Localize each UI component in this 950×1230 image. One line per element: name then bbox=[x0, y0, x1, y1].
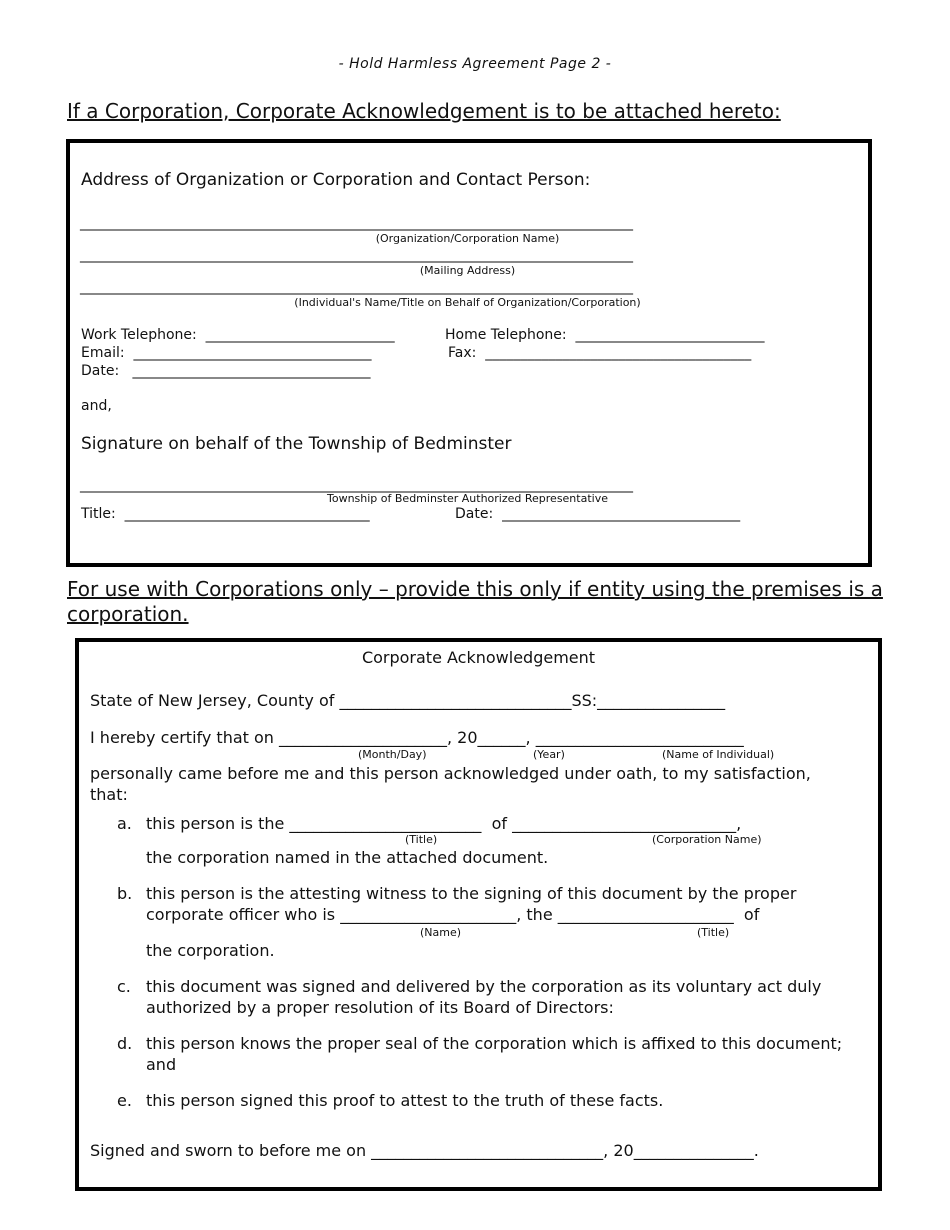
mailing-address-field[interactable]: _______________________________________________________________________________ bbox=[80, 247, 633, 263]
corporations-only-heading: For use with Corporations only – provide this only if entity using the premises is a corporation. bbox=[67, 577, 883, 626]
officer-name-title-line[interactable]: corporate officer who is ______________________, the ______________________ of bbox=[146, 905, 760, 924]
name-of-individual-caption: (Name of Individual) bbox=[662, 748, 775, 761]
personally-line-end: that: bbox=[90, 785, 128, 804]
list-item-letter: a. bbox=[117, 814, 132, 833]
email-field[interactable]: Email: __________________________________ bbox=[81, 345, 372, 361]
list-item-text: this person knows the proper seal of the corporation which is affixed to this document; bbox=[146, 1034, 843, 1053]
corporation-name-caption: (Corporation Name) bbox=[652, 833, 762, 846]
year-caption: (Year) bbox=[533, 748, 565, 761]
individual-name-caption: (Individual's Name/Title on Behalf of Organization/Corporation) bbox=[294, 296, 641, 309]
township-representative-caption: Township of Bedminster Authorized Representative bbox=[327, 492, 608, 505]
list-item-letter: b. bbox=[117, 884, 133, 903]
name-caption: (Name) bbox=[420, 926, 462, 939]
certify-line[interactable]: I hereby certify that on _____________________, 20______, __________________________ bbox=[90, 728, 744, 747]
page-header: - Hold Harmless Agreement Page 2 - bbox=[338, 56, 612, 72]
month-day-caption: (Month/Day) bbox=[358, 748, 427, 761]
mailing-address-caption: (Mailing Address) bbox=[419, 264, 516, 277]
list-item-text: authorized by a proper resolution of its Board of Directors: bbox=[146, 998, 614, 1017]
list-item-text: this person is the attesting witness to the signing of this document by the proper bbox=[146, 884, 797, 903]
title-corporation-line[interactable]: this person is the ________________________ of ____________________________, bbox=[146, 814, 742, 833]
list-item-text: the corporation. bbox=[146, 941, 275, 960]
title-caption: (Title) bbox=[405, 833, 438, 846]
date-field[interactable]: Date: __________________________________ bbox=[81, 363, 371, 379]
corporate-acknowledgement-title: Corporate Acknowledgement bbox=[361, 648, 596, 667]
list-item-text: this document was signed and delivered by the corporation as its voluntary act duly bbox=[146, 977, 822, 996]
individual-name-field[interactable]: _______________________________________________________________________________ bbox=[80, 279, 633, 295]
list-item-text: and bbox=[146, 1055, 177, 1074]
township-representative-signature-field[interactable]: _______________________________________________________________________________ bbox=[80, 477, 633, 493]
work-telephone-field[interactable]: Work Telephone: ___________________________ bbox=[81, 327, 395, 343]
home-telephone-field[interactable]: Home Telephone: ___________________________ bbox=[445, 327, 765, 343]
list-item-letter: d. bbox=[117, 1034, 133, 1053]
state-county-line[interactable]: State of New Jersey, County of _____________________________SS:________________ bbox=[90, 691, 726, 710]
address-heading: Address of Organization or Corporation and Contact Person: bbox=[81, 170, 591, 190]
organization-name-caption: (Organization/Corporation Name) bbox=[375, 232, 560, 245]
township-date-field[interactable]: Date: __________________________________ bbox=[455, 506, 741, 522]
list-item-letter: c. bbox=[117, 977, 131, 996]
officer-title-caption: (Title) bbox=[697, 926, 730, 939]
personally-line: personally came before me and this person acknowledged under oath, to my satisfaction, bbox=[90, 764, 811, 783]
list-item-letter: e. bbox=[117, 1091, 132, 1110]
corporate-acknowledgement-heading: If a Corporation, Corporate Acknowledgement is to be attached hereto: bbox=[67, 99, 781, 123]
title-field[interactable]: Title: ___________________________________ bbox=[81, 506, 370, 522]
township-signature-heading: Signature on behalf of the Township of Bedminster bbox=[81, 434, 512, 454]
signed-sworn-line[interactable]: Signed and sworn to before me on _____________________________, 20_______________. bbox=[90, 1141, 759, 1160]
and-text: and, bbox=[81, 398, 112, 414]
organization-name-field[interactable]: _______________________________________________________________________________ bbox=[80, 215, 633, 231]
list-item-text: the corporation named in the attached document. bbox=[146, 848, 549, 867]
list-item-text: this person signed this proof to attest to the truth of these facts. bbox=[146, 1091, 664, 1110]
fax-field[interactable]: Fax: ______________________________________ bbox=[448, 345, 752, 361]
